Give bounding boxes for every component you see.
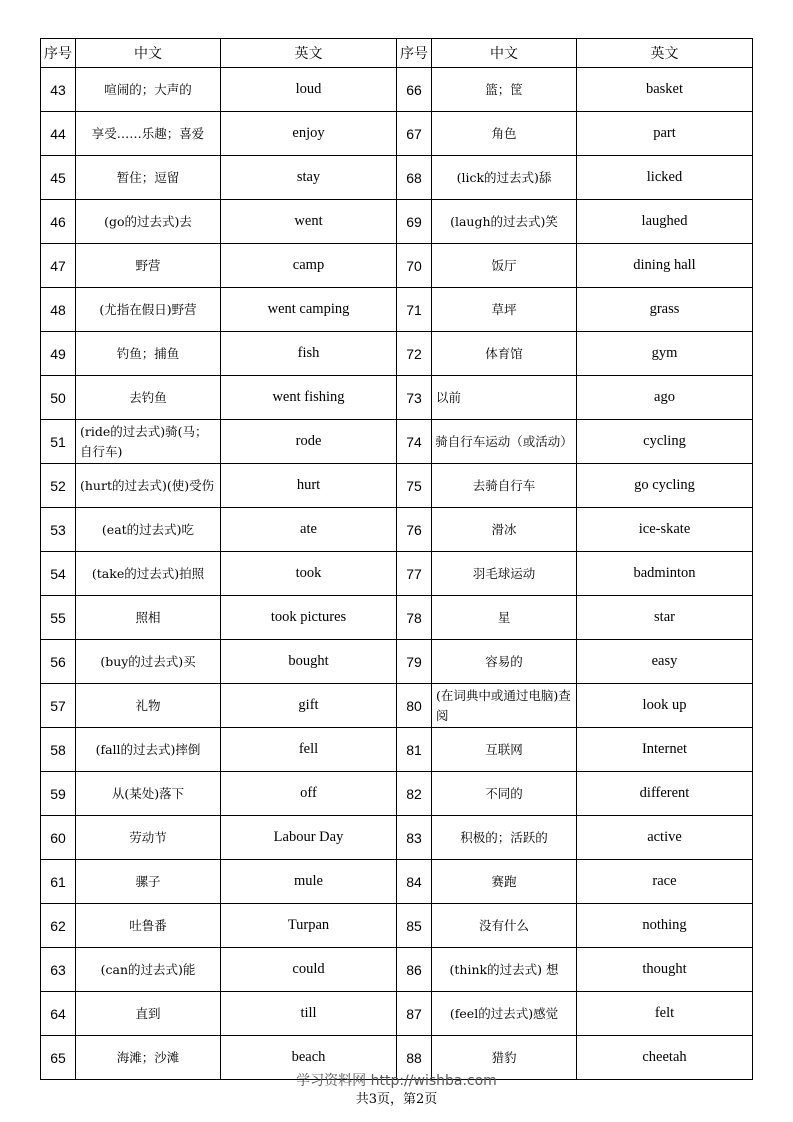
word-number-left: 60 <box>41 816 76 860</box>
english-word-right: licked <box>577 156 753 200</box>
word-number-left: 56 <box>41 640 76 684</box>
chinese-meaning-left: 海滩；沙滩 <box>76 1036 221 1080</box>
chinese-meaning-left: 钓鱼；捕鱼 <box>76 332 221 376</box>
table-row <box>41 552 753 596</box>
word-number-left: 64 <box>41 992 76 1036</box>
table-row <box>41 948 753 992</box>
english-word-left: enjoy <box>221 112 397 156</box>
english-word-right: race <box>577 860 753 904</box>
word-number-left: 59 <box>41 772 76 816</box>
chinese-meaning-left: 喧闹的；大声的 <box>76 68 221 112</box>
chinese-meaning-right: 饭厅 <box>432 244 577 288</box>
english-word-left: mule <box>221 860 397 904</box>
chinese-meaning-left: (尤指在假日)野营 <box>76 288 221 332</box>
word-number-left: 55 <box>41 596 76 640</box>
chinese-meaning-right: (lick的过去式)舔 <box>432 156 577 200</box>
english-word-right: active <box>577 816 753 860</box>
table-row <box>41 288 753 332</box>
chinese-meaning-right: 篮；筐 <box>432 68 577 112</box>
english-word-left: loud <box>221 68 397 112</box>
word-number-right: 84 <box>397 860 432 904</box>
english-word-left: went camping <box>221 288 397 332</box>
english-word-left: took <box>221 552 397 596</box>
chinese-meaning-left: 暂住；逗留 <box>76 156 221 200</box>
english-word-left: beach <box>221 1036 397 1080</box>
word-number-right: 86 <box>397 948 432 992</box>
chinese-meaning-left: (take的过去式)拍照 <box>76 552 221 596</box>
chinese-meaning-left: (eat的过去式)吃 <box>76 508 221 552</box>
chinese-meaning-right: 猎豹 <box>432 1036 577 1080</box>
word-number-left: 65 <box>41 1036 76 1080</box>
header-english-right: 英文 <box>577 39 753 68</box>
word-number-left: 53 <box>41 508 76 552</box>
english-word-left: went fishing <box>221 376 397 420</box>
word-number-right: 69 <box>397 200 432 244</box>
english-word-left: fish <box>221 332 397 376</box>
chinese-meaning-left: (hurt的过去式)(使)受伤 <box>76 464 221 508</box>
english-word-left: bought <box>221 640 397 684</box>
english-word-left: ate <box>221 508 397 552</box>
table-body <box>41 68 753 1080</box>
word-number-left: 62 <box>41 904 76 948</box>
word-number-left: 48 <box>41 288 76 332</box>
header-chinese-right: 中文 <box>432 39 577 68</box>
word-number-left: 44 <box>41 112 76 156</box>
chinese-meaning-left: (can的过去式)能 <box>76 948 221 992</box>
word-number-right: 66 <box>397 68 432 112</box>
english-word-right: ago <box>577 376 753 420</box>
english-word-left: Labour Day <box>221 816 397 860</box>
word-number-left: 54 <box>41 552 76 596</box>
chinese-meaning-right: 骑自行车运动（或活动） <box>432 420 577 464</box>
table-row <box>41 156 753 200</box>
word-number-left: 52 <box>41 464 76 508</box>
word-number-right: 83 <box>397 816 432 860</box>
english-word-left: hurt <box>221 464 397 508</box>
chinese-meaning-right: 赛跑 <box>432 860 577 904</box>
word-number-right: 67 <box>397 112 432 156</box>
table-row <box>41 816 753 860</box>
english-word-right: nothing <box>577 904 753 948</box>
english-word-right: part <box>577 112 753 156</box>
table-row <box>41 596 753 640</box>
word-number-left: 43 <box>41 68 76 112</box>
chinese-meaning-right: 体育馆 <box>432 332 577 376</box>
vocabulary-table <box>40 38 753 1080</box>
english-word-right: cheetah <box>577 1036 753 1080</box>
chinese-meaning-right: 以前 <box>432 376 577 420</box>
table-row <box>41 640 753 684</box>
chinese-meaning-right: 草坪 <box>432 288 577 332</box>
table-row <box>41 860 753 904</box>
word-number-right: 78 <box>397 596 432 640</box>
word-number-left: 51 <box>41 420 76 464</box>
chinese-meaning-left: 从(某处)落下 <box>76 772 221 816</box>
table-row <box>41 508 753 552</box>
english-word-left: off <box>221 772 397 816</box>
chinese-meaning-left: (buy的过去式)买 <box>76 640 221 684</box>
table-row <box>41 200 753 244</box>
chinese-meaning-right: (think的过去式) 想 <box>432 948 577 992</box>
chinese-meaning-left: (ride的过去式)骑(马；自行车) <box>76 420 221 464</box>
word-number-right: 73 <box>397 376 432 420</box>
chinese-meaning-left: (fall的过去式)摔倒 <box>76 728 221 772</box>
word-number-right: 85 <box>397 904 432 948</box>
table-row <box>41 904 753 948</box>
table-row <box>41 728 753 772</box>
english-word-right: easy <box>577 640 753 684</box>
table-header-row <box>41 39 753 68</box>
english-word-left: stay <box>221 156 397 200</box>
word-number-right: 80 <box>397 684 432 728</box>
word-number-right: 88 <box>397 1036 432 1080</box>
english-word-right: star <box>577 596 753 640</box>
chinese-meaning-left: 野营 <box>76 244 221 288</box>
word-number-left: 46 <box>41 200 76 244</box>
table-row <box>41 332 753 376</box>
english-word-left: rode <box>221 420 397 464</box>
chinese-meaning-right: 羽毛球运动 <box>432 552 577 596</box>
english-word-right: ice-skate <box>577 508 753 552</box>
word-number-right: 81 <box>397 728 432 772</box>
word-number-left: 57 <box>41 684 76 728</box>
chinese-meaning-left: 照相 <box>76 596 221 640</box>
word-number-right: 76 <box>397 508 432 552</box>
word-number-right: 79 <box>397 640 432 684</box>
word-number-left: 49 <box>41 332 76 376</box>
english-word-left: camp <box>221 244 397 288</box>
word-number-right: 72 <box>397 332 432 376</box>
word-number-left: 61 <box>41 860 76 904</box>
word-number-left: 45 <box>41 156 76 200</box>
english-word-right: dining hall <box>577 244 753 288</box>
english-word-right: grass <box>577 288 753 332</box>
english-word-left: gift <box>221 684 397 728</box>
word-number-right: 77 <box>397 552 432 596</box>
chinese-meaning-right: 角色 <box>432 112 577 156</box>
chinese-meaning-right: (在词典中或通过电脑)查阅 <box>432 684 577 728</box>
english-word-right: gym <box>577 332 753 376</box>
watermark: 学习资料网 http://wishba.com <box>296 1073 497 1089</box>
table-row <box>41 992 753 1036</box>
chinese-meaning-right: 容易的 <box>432 640 577 684</box>
table-row <box>41 376 753 420</box>
chinese-meaning-left: 骡子 <box>76 860 221 904</box>
chinese-meaning-left: (go的过去式)去 <box>76 200 221 244</box>
chinese-meaning-right: (laugh的过去式)笑 <box>432 200 577 244</box>
english-word-right: felt <box>577 992 753 1036</box>
word-number-right: 75 <box>397 464 432 508</box>
english-word-left: took pictures <box>221 596 397 640</box>
header-num-right: 序号 <box>397 39 432 68</box>
english-word-right: different <box>577 772 753 816</box>
table-row <box>41 68 753 112</box>
chinese-meaning-left: 去钓鱼 <box>76 376 221 420</box>
page-footer: 共3页，第2页 <box>355 1092 438 1107</box>
english-word-left: fell <box>221 728 397 772</box>
chinese-meaning-right: (feel的过去式)感觉 <box>432 992 577 1036</box>
header-english-left: 英文 <box>221 39 397 68</box>
table-row <box>41 772 753 816</box>
english-word-left: till <box>221 992 397 1036</box>
table-row <box>41 112 753 156</box>
english-word-left: Turpan <box>221 904 397 948</box>
english-word-right: thought <box>577 948 753 992</box>
english-word-right: look up <box>577 684 753 728</box>
word-number-left: 47 <box>41 244 76 288</box>
table-row <box>41 684 753 728</box>
chinese-meaning-left: 享受……乐趣；喜爱 <box>76 112 221 156</box>
word-number-right: 70 <box>397 244 432 288</box>
chinese-meaning-right: 不同的 <box>432 772 577 816</box>
english-word-right: cycling <box>577 420 753 464</box>
english-word-left: went <box>221 200 397 244</box>
english-word-right: go cycling <box>577 464 753 508</box>
chinese-meaning-left: 劳动节 <box>76 816 221 860</box>
english-word-left: could <box>221 948 397 992</box>
word-number-right: 87 <box>397 992 432 1036</box>
chinese-meaning-right: 积极的；活跃的 <box>432 816 577 860</box>
word-number-left: 58 <box>41 728 76 772</box>
word-number-right: 71 <box>397 288 432 332</box>
table-row <box>41 464 753 508</box>
chinese-meaning-right: 星 <box>432 596 577 640</box>
word-number-left: 50 <box>41 376 76 420</box>
word-number-right: 68 <box>397 156 432 200</box>
header-chinese-left: 中文 <box>76 39 221 68</box>
table-row <box>41 244 753 288</box>
chinese-meaning-left: 吐鲁番 <box>76 904 221 948</box>
english-word-right: Internet <box>577 728 753 772</box>
word-number-right: 74 <box>397 420 432 464</box>
chinese-meaning-right: 没有什么 <box>432 904 577 948</box>
header-num-left: 序号 <box>41 39 76 68</box>
english-word-right: laughed <box>577 200 753 244</box>
table-row <box>41 420 753 464</box>
chinese-meaning-right: 互联网 <box>432 728 577 772</box>
english-word-right: badminton <box>577 552 753 596</box>
chinese-meaning-right: 滑冰 <box>432 508 577 552</box>
chinese-meaning-left: 直到 <box>76 992 221 1036</box>
chinese-meaning-left: 礼物 <box>76 684 221 728</box>
english-word-right: basket <box>577 68 753 112</box>
word-number-right: 82 <box>397 772 432 816</box>
chinese-meaning-right: 去骑自行车 <box>432 464 577 508</box>
word-number-left: 63 <box>41 948 76 992</box>
